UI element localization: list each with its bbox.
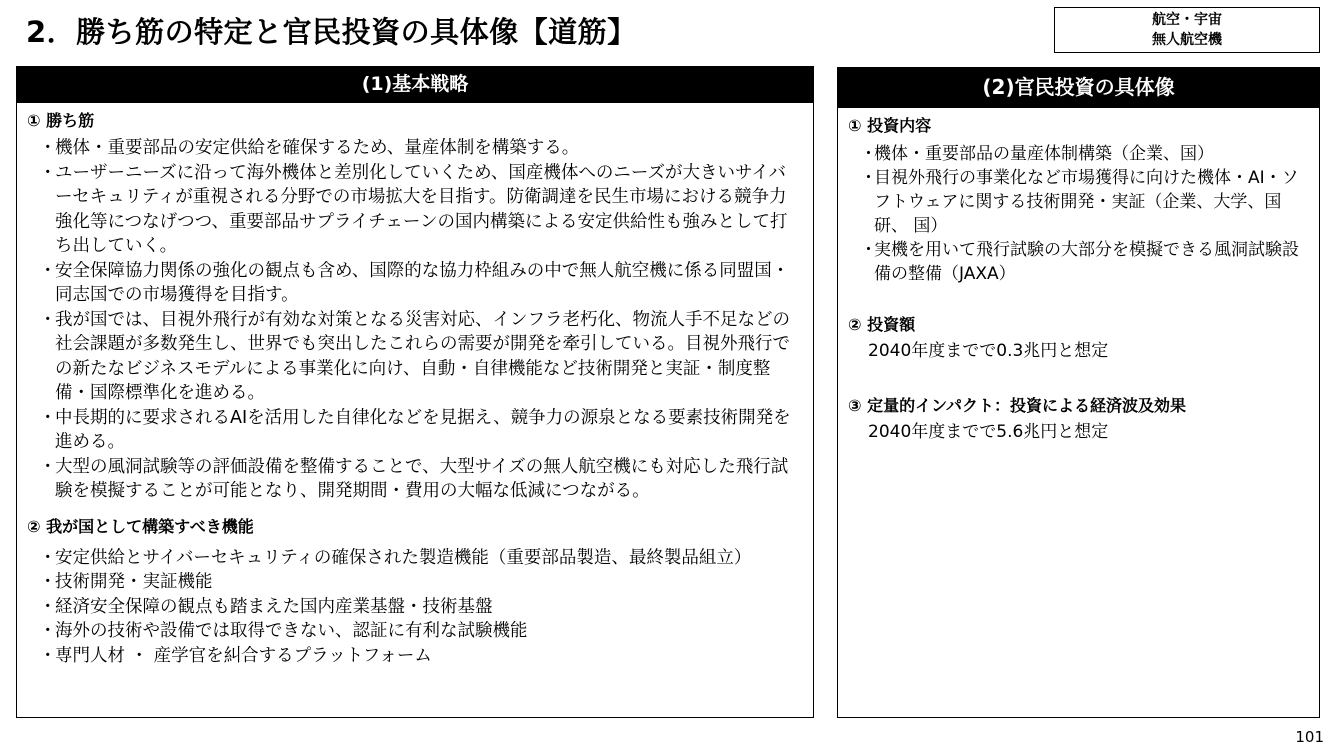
list-item: ・ 安全保障協力関係の強化の観点も含め、国際的な協力枠組みの中で無人航空機に係る同盟国・同志国での市場獲得を目指す。 bbox=[27, 259, 803, 308]
list-item: ・ 経済安全保障の観点も踏まえた国内産業基盤・技術基盤 bbox=[27, 595, 803, 620]
page-number: 101 bbox=[1295, 728, 1324, 746]
investment-heading: (2)官民投資の具体像 bbox=[838, 68, 1319, 108]
list-item: ・ 目視外飛行の事業化など市場獲得に向けた機体・AI・ソフトウェアに関する技術開発・実証（企業、大学、国研、 国） bbox=[848, 166, 1309, 238]
list-item: ・ 専門人材 ・ 産学官を糾合するプラットフォーム bbox=[27, 644, 803, 669]
basic-strategy-heading: (1)基本戦略 bbox=[17, 67, 813, 103]
list-item: ・ 我が国では、目視外飛行が有効な対策となる災害対応、インフラ老朽化、物流人手不足などの社会課題が多数発生し、世界でも突出したこれらの需要が開発を牽引している。目視外飛行での新たなビジネスモデルによる事業化に向け、自動・自律機能など技術開発と実証・制度整備・国際標準化を進める。 bbox=[27, 308, 803, 406]
economic-impact-value: 2040年度までで5.6兆円と想定 bbox=[868, 422, 1109, 442]
list-item: ・ 技術開発・実証機能 bbox=[27, 570, 803, 595]
list-item: ・ 海外の技術や設備では取得できない、認証に有利な試験機能 bbox=[27, 619, 803, 644]
investment-content-list bbox=[848, 142, 1309, 286]
economic-impact-title: ③ 定量的インパクト：投資による経済波及効果 bbox=[848, 396, 1186, 415]
category-line-1: 航空・宇宙 bbox=[1152, 12, 1222, 28]
list-item: ・ ユーザーニーズに沿って海外機体と差別化していくため、国産機体へのニーズが大きいサイバーセキュリティが重視される分野での市場拡大を目指す。防衛調達を民生市場における競争力強化等につなげつつ、重要部品サプライチェーンの国内構築による安定供給性も強みとして打ち出していく。 bbox=[27, 161, 803, 259]
list-item: ・ 安定供給とサイバーセキュリティの確保された製造機能（重要部品製造、最終製品組立） bbox=[27, 546, 803, 571]
functions-list bbox=[27, 546, 803, 669]
winning-strategy-title: ① 勝ち筋 bbox=[27, 111, 95, 130]
functions-title: ② 我が国として構築すべき機能 bbox=[27, 516, 254, 536]
category-line-2: 無人航空機 bbox=[1152, 32, 1222, 48]
list-item: ・ 大型の風洞試験等の評価設備を整備することで、大型サイズの無人航空機にも対応した飛行試験を模擬することが可能となり、開発期間・費用の大幅な低減につながる。 bbox=[27, 455, 803, 504]
page-title: 2．勝ち筋の特定と官民投資の具体像【道筋】 bbox=[26, 15, 637, 49]
list-item: ・ 中長期的に要求されるAIを活用した自律化などを見据え、競争力の源泉となる要素技術開発を進める。 bbox=[27, 406, 803, 455]
list-item: ・ 機体・重要部品の量産体制構築（企業、国） bbox=[848, 142, 1309, 166]
basic-strategy-panel bbox=[16, 66, 814, 718]
investment-amount-value: 2040年度までで0.3兆円と想定 bbox=[868, 341, 1109, 361]
investment-amount-title: ② 投資額 bbox=[848, 315, 916, 334]
category-label bbox=[1054, 7, 1320, 53]
investment-content-title: ① 投資内容 bbox=[848, 116, 932, 135]
list-item: ・ 実機を用いて飛行試験の大部分を模擬できる風洞試験設備の整備（JAXA） bbox=[848, 238, 1309, 286]
winning-strategy-list bbox=[27, 136, 803, 504]
investment-panel bbox=[837, 67, 1320, 718]
list-item: ・ 機体・重要部品の安定供給を確保するため、量産体制を構築する。 bbox=[27, 136, 803, 161]
